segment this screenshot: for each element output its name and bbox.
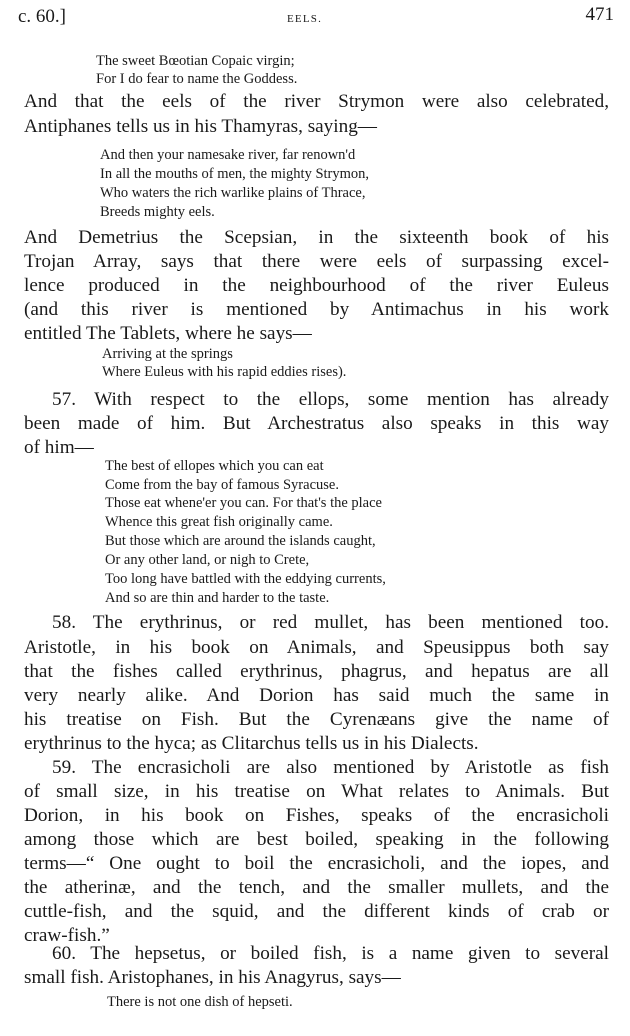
- prose-line: And that the eels of the river Strymon were also celebrated,: [24, 91, 609, 112]
- prose-line: cuttle-fish, and the squid, and the different kinds of crab or: [24, 901, 609, 922]
- verse-line: And then your namesake river, far renown'd: [100, 147, 356, 163]
- verse-line: Where Euleus with his rapid eddies rises).: [102, 364, 347, 380]
- verse-line: Too long have battled with the eddying currents,: [105, 571, 386, 587]
- verse-line: For I do fear to name the Goddess.: [96, 71, 298, 87]
- prose-line: 57. With respect to the ellops, some mention has already: [52, 389, 609, 410]
- prose-line: Aristotle, in his book on Animals, and Speusippus both say: [24, 637, 609, 658]
- prose-line: (and this river is mentioned by Antimachus in his work: [24, 299, 609, 320]
- prose-line: erythrinus to the hyca; as Clitarchus tells us in his Dialects.: [24, 733, 479, 754]
- prose-line: Trojan Array, says that there were eels of surpassing excel-: [24, 251, 609, 272]
- verse-line: Come from the bay of famous Syracuse.: [105, 477, 339, 493]
- running-head-title: EELS.: [287, 13, 323, 25]
- verse-line: Whence this great fish originally came.: [105, 514, 333, 530]
- verse-line: Those eat whene'er you can. For that's the place: [105, 495, 382, 511]
- verse-line: But those which are around the islands caught,: [105, 533, 376, 549]
- verse-line: In all the mouths of men, the mighty Strymon,: [100, 166, 370, 182]
- verse-line: Breeds mighty eels.: [100, 204, 215, 220]
- prose-line: lence produced in the neighbourhood of the river Euleus: [24, 275, 609, 296]
- prose-line: been made of him. But Archestratus also speaks in this way: [24, 413, 609, 434]
- prose-line: his treatise on Fish. But the Cyrenæans give the name of: [24, 709, 609, 730]
- prose-line: entitled The Tablets, where he says—: [24, 323, 312, 344]
- verse-line: Who waters the rich warlike plains of Thrace,: [100, 185, 366, 201]
- prose-line: of small size, in his treatise on What relates to Animals. But: [24, 781, 609, 802]
- prose-line: the atherinæ, and the tench, and the smaller mullets, and the: [24, 877, 609, 898]
- prose-line: of him—: [24, 437, 94, 458]
- verse-line: The sweet Bœotian Copaic virgin;: [96, 53, 295, 69]
- prose-line: very nearly alike. And Dorion has said much the same in: [24, 685, 609, 706]
- verse-line: Or any other land, or nigh to Crete,: [105, 552, 310, 568]
- running-head-chapter: c. 60.]: [18, 6, 67, 27]
- prose-line: small fish. Aristophanes, in his Anagyrus, says—: [24, 967, 401, 988]
- prose-line: And Demetrius the Scepsian, in the sixteenth book of his: [24, 227, 609, 248]
- prose-line: 60. The hepsetus, or boiled fish, is a name given to several: [52, 943, 609, 964]
- verse-line: The best of ellopes which you can eat: [105, 458, 324, 474]
- prose-line: 59. The encrasicholi are also mentioned by Aristotle as fish: [52, 757, 609, 778]
- verse-line: Arriving at the springs: [102, 346, 233, 362]
- verse-line: There is not one dish of hepseti.: [107, 994, 293, 1010]
- prose-line: Antiphanes tells us in his Thamyras, saying—: [24, 116, 377, 137]
- prose-line: that the fishes called erythrinus, phagrus, and hepatus are all: [24, 661, 609, 682]
- page-number: 471: [585, 4, 614, 25]
- prose-line: craw-fish.”: [24, 925, 110, 946]
- prose-line: Dorion, in his book on Fishes, speaks of the encrasicholi: [24, 805, 609, 826]
- prose-line: among those which are best boiled, speaking in the following: [24, 829, 609, 850]
- prose-line: 58. The erythrinus, or red mullet, has been mentioned too.: [52, 612, 609, 633]
- verse-line: And so are thin and harder to the taste.: [105, 590, 330, 606]
- prose-line: terms—“ One ought to boil the encrasicholi, and the iopes, and: [24, 853, 609, 874]
